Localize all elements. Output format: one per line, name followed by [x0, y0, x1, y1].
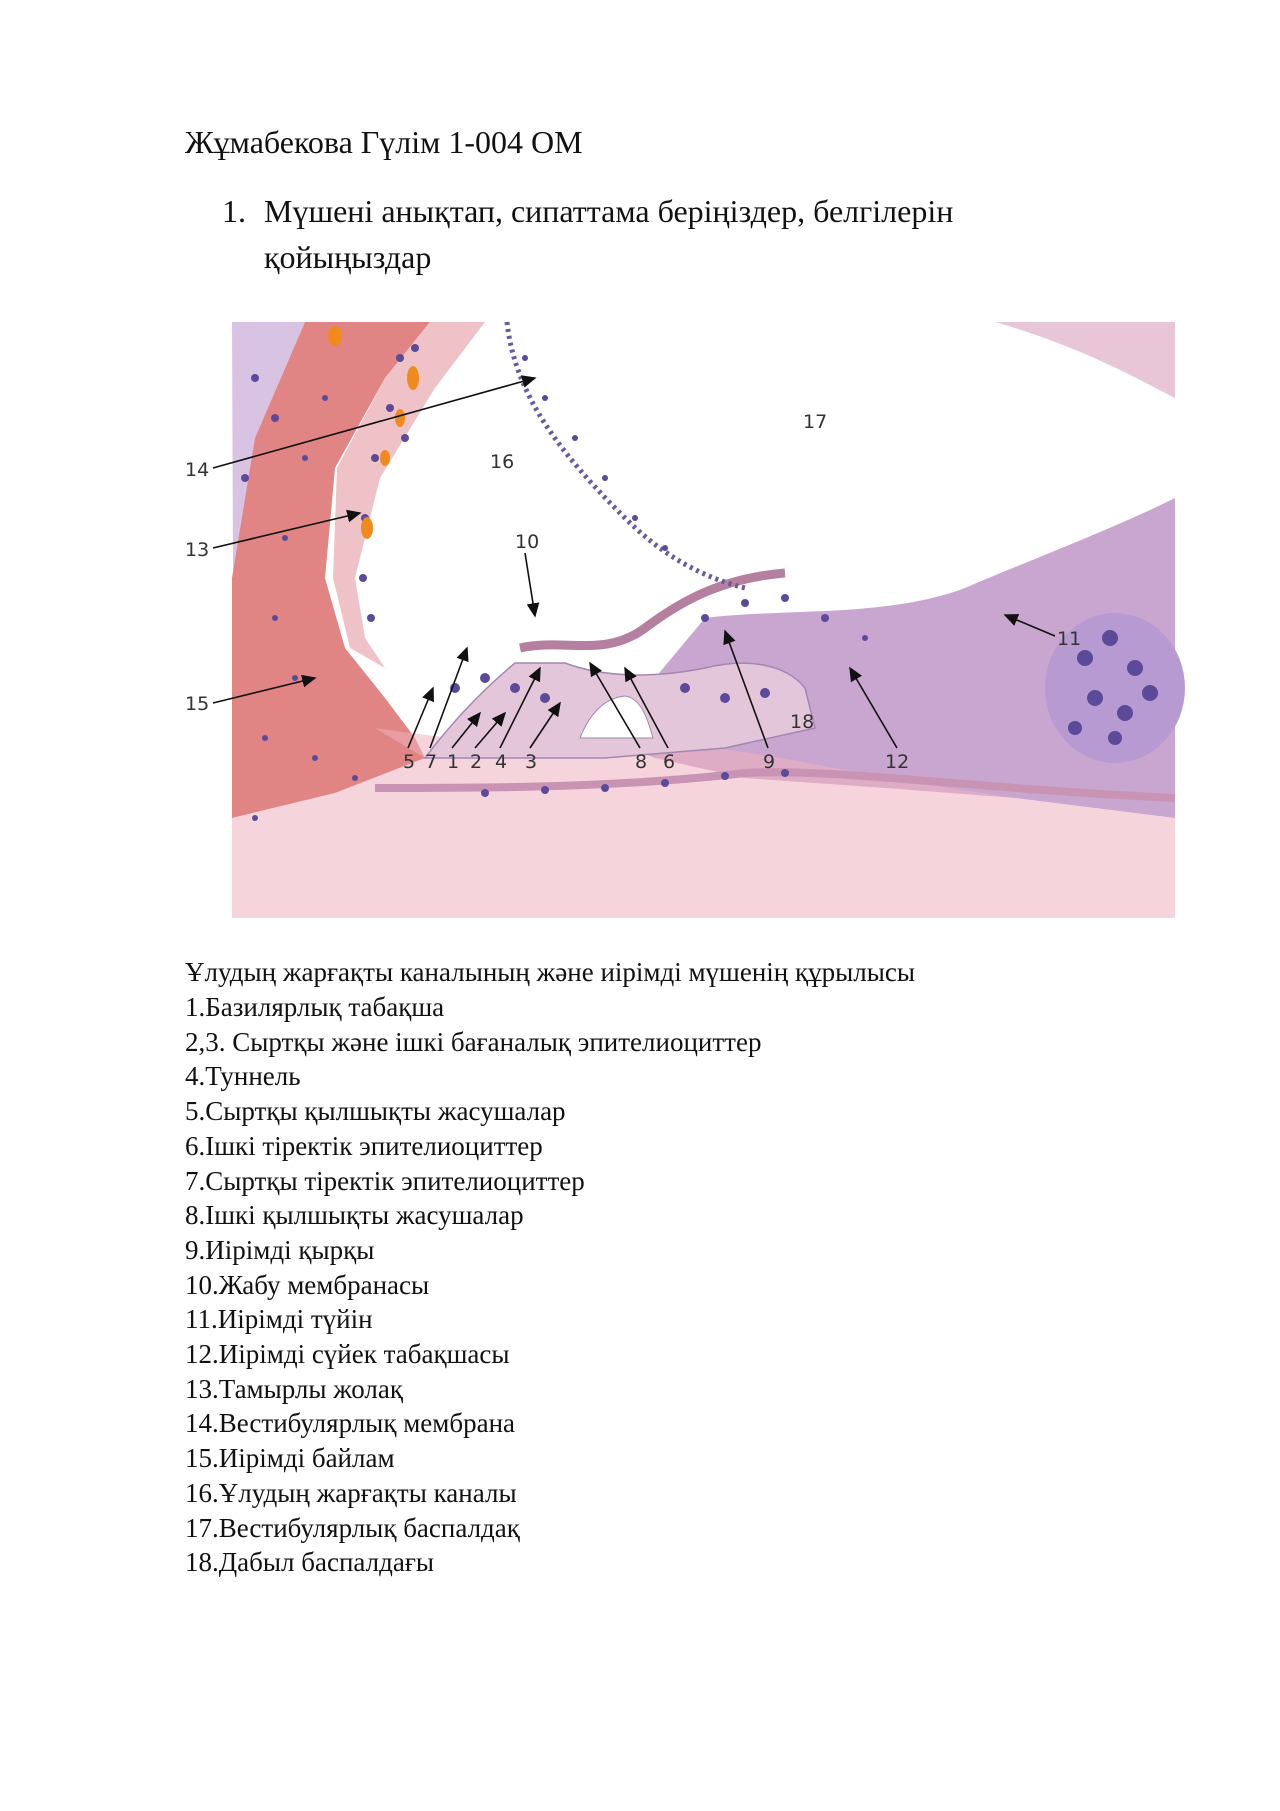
legend-item: 14.Вестибулярлық мембрана	[185, 1408, 515, 1439]
label-4: 4	[495, 751, 508, 773]
legend-item: 15.Иірімді байлам	[185, 1443, 395, 1474]
label-13: 13	[185, 539, 210, 561]
label-1: 1	[447, 751, 460, 773]
legend-item: 12.Иірімді сүйек табақшасы	[185, 1339, 510, 1370]
tissue-background	[232, 322, 1185, 918]
legend-item: 17.Вестибулярлық баспалдақ	[185, 1512, 520, 1543]
legend-item: 2,3. Сыртқы және ішкі бағаналық эпителиоциттер	[185, 1026, 762, 1057]
legend-item: 4.Туннель	[185, 1061, 301, 1092]
histology-figure	[185, 318, 1195, 918]
task-text: Мүшені анықтап, сипаттама беріңіздер, белгілерін қойыңыздар	[264, 193, 954, 275]
label-17: 17	[803, 411, 828, 433]
label-12: 12	[885, 751, 910, 773]
task-number: 1.	[222, 193, 246, 229]
task-item	[222, 188, 1042, 280]
label-7: 7	[425, 751, 438, 773]
label-14: 14	[185, 459, 210, 481]
legend-item: 16.Ұлудың жарғақты каналы	[185, 1477, 517, 1508]
legend-list	[185, 990, 761, 1580]
legend-item: 8.Ішкі қылшықты жасушалар	[185, 1200, 524, 1231]
legend-item: 1.Базилярлық табақша	[185, 992, 445, 1022]
label-6: 6	[663, 751, 676, 773]
label-2: 2	[470, 751, 483, 773]
label-5: 5	[403, 751, 416, 773]
label-11: 11	[1057, 628, 1082, 650]
label-15: 15	[185, 693, 210, 715]
label-16: 16	[490, 451, 515, 473]
legend-item: 7.Сыртқы тіректік эпителиоциттер	[185, 1165, 585, 1196]
legend-item: 11.Иірімді түйін	[185, 1304, 373, 1335]
figure-caption: Ұлудың жарғақты каналының және иірімді мүшенің құрылысы	[185, 957, 915, 987]
label-9: 9	[763, 751, 776, 773]
legend-item: 6.Ішкі тіректік эпителиоциттер	[185, 1130, 543, 1161]
legend-item: 9.Иірімді қырқы	[185, 1234, 375, 1265]
label-8: 8	[635, 751, 648, 773]
label-18: 18	[790, 711, 815, 733]
label-3: 3	[525, 751, 538, 773]
author-line: Жұмабекова Гүлім 1-004 ОМ	[185, 124, 583, 160]
legend-item: 10.Жабу мембранасы	[185, 1269, 430, 1300]
legend-item: 18.Дабыл баспалдағы	[185, 1547, 435, 1578]
label-10: 10	[515, 531, 540, 553]
legend-item: 5.Сыртқы қылшықты жасушалар	[185, 1096, 566, 1127]
legend-item: 13.Тамырлы жолақ	[185, 1373, 403, 1404]
